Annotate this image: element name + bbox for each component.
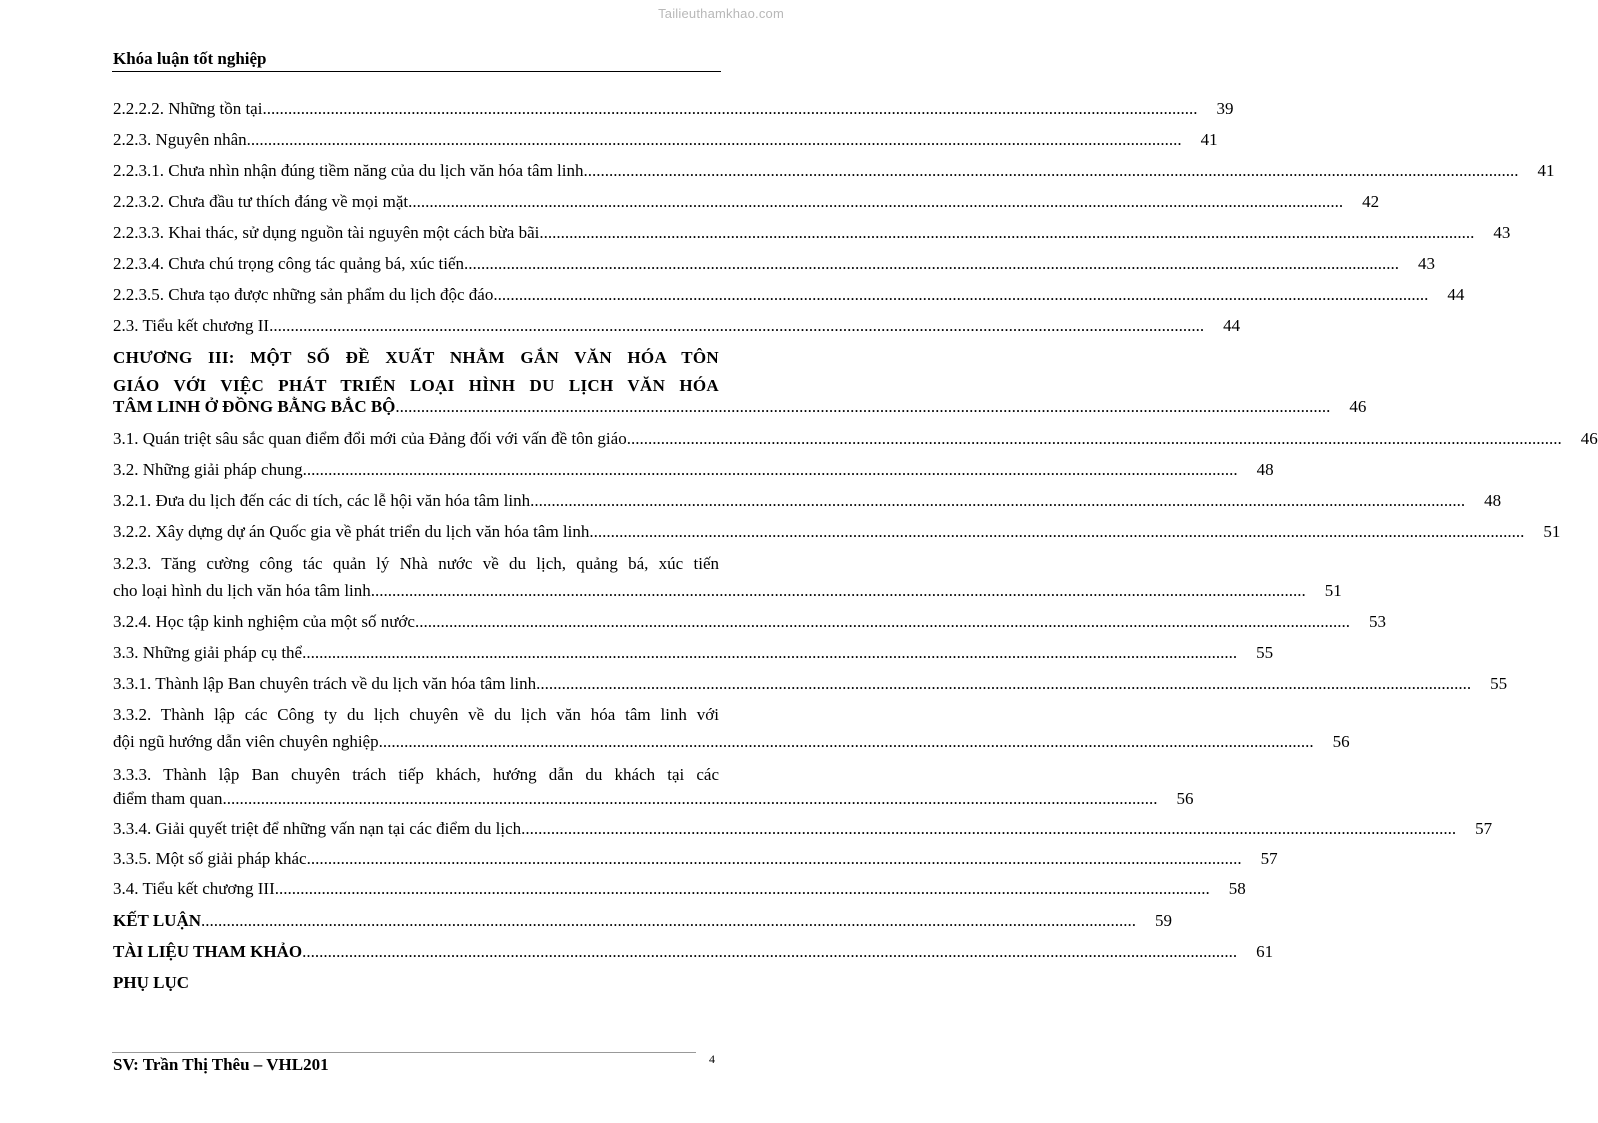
dot-leader: ............................................................................................................................................................................................................................	[583, 161, 1519, 180]
toc-entry-page: 55	[1490, 674, 1508, 693]
dot-leader: ............................................................................................................................................................................................................................	[302, 942, 1238, 961]
toc-entry-page: 51	[1324, 581, 1342, 600]
toc-entry	[113, 729, 1350, 755]
toc-entry-page: 48	[1256, 460, 1274, 479]
toc-entry-title: PHỤ LỤC	[113, 973, 190, 992]
toc-entry-page: 44	[1447, 285, 1465, 304]
toc-entry-chapter	[113, 394, 1367, 420]
toc-entry-title: KẾT LUẬN	[113, 911, 202, 930]
dot-leader: ............................................................................................................................................................................................................................	[493, 285, 1429, 304]
toc-entry	[113, 220, 1511, 246]
toc-entry-title: 3.1. Quán triệt sâu sắc quan điểm đổi mới của Đảng đối với vấn đề tôn giáo	[113, 429, 627, 448]
toc-entry	[113, 189, 1380, 215]
toc-entry-title: TÂM LINH Ở ĐỒNG BẰNG BẮC BỘ	[113, 397, 396, 416]
toc-entry	[113, 457, 1274, 483]
toc-entry-title: 3.4. Tiểu kết chương III	[113, 879, 275, 898]
dot-leader: ............................................................................................................................................................................................................................	[395, 397, 1331, 416]
dot-leader: ............................................................................................................................................................................................................................	[246, 130, 1182, 149]
toc-entry	[113, 816, 1493, 842]
dot-leader: ............................................................................................................................................................................................................................	[274, 879, 1210, 898]
dot-leader: ............................................................................................................................................................................................................................	[222, 789, 1158, 808]
toc-entry-page: 46	[1349, 397, 1367, 416]
toc-entry-page: 56	[1176, 789, 1194, 808]
toc-entry-title-continued: 3.3.3. Thành lập Ban chuyên trách tiếp khách, hướng dẫn du khách tại các	[113, 765, 719, 784]
toc-entry	[113, 251, 1436, 277]
dot-leader: ............................................................................................................................................................................................................................	[539, 223, 1475, 242]
toc-entry-title: 3.3.5. Một số giải pháp khác	[113, 849, 307, 868]
toc-entry-title: 2.3. Tiểu kết chương II	[113, 316, 270, 335]
toc-entry	[113, 846, 1278, 872]
dot-leader: ............................................................................................................................................................................................................................	[589, 522, 1525, 541]
toc-entry	[113, 519, 1561, 545]
toc-entry	[113, 426, 1598, 452]
dot-leader: ............................................................................................................................................................................................................................	[521, 819, 1457, 838]
chapter-heading-line: CHƯƠNG III: MỘT SỐ ĐỀ XUẤT NHẰM GẮN VĂN HÓA TÔN	[113, 348, 719, 367]
toc-entry	[113, 158, 1555, 184]
toc-entry-page: 56	[1332, 732, 1350, 751]
toc-entry-title: 2.2.3.5. Chưa tạo được những sản phẩm du lịch độc đáo	[113, 285, 494, 304]
dot-leader: ............................................................................................................................................................................................................................	[414, 612, 1350, 631]
toc-entry-title: 3.2. Những giải pháp chung	[113, 460, 303, 479]
page-number: 4	[709, 1052, 715, 1066]
toc-entry-title: 2.2.3.3. Khai thác, sử dụng nguồn tài nguyên một cách bừa bãi	[113, 223, 540, 242]
toc-entry-title: 3.2.2. Xây dựng dự án Quốc gia về phát triển du lịch văn hóa tâm linh	[113, 522, 590, 541]
toc-entry-page: 57	[1475, 819, 1493, 838]
watermark: Tailieuthamkhao.com	[658, 6, 784, 21]
toc-entry-page: 43	[1418, 254, 1436, 273]
toc-entry-title: 2.2.3. Nguyên nhân	[113, 130, 247, 149]
dot-leader: ............................................................................................................................................................................................................................	[306, 849, 1242, 868]
dot-leader: ............................................................................................................................................................................................................................	[201, 911, 1137, 930]
toc-entry-title: 3.2.1. Đưa du lịch đến các di tích, các lễ hội văn hóa tâm linh	[113, 491, 531, 510]
toc-entry-page: 41	[1537, 161, 1555, 180]
dot-leader: ............................................................................................................................................................................................................................	[302, 643, 1238, 662]
toc-entry-page: 51	[1543, 522, 1561, 541]
toc-entry-page: 46	[1580, 429, 1598, 448]
toc-entry-title: 3.3.4. Giải quyết triệt để những vấn nạn tại các điểm du lịch	[113, 819, 522, 838]
dot-leader: ............................................................................................................................................................................................................................	[464, 254, 1400, 273]
dot-leader: ............................................................................................................................................................................................................................	[626, 429, 1562, 448]
toc-entry-title: 2.2.3.4. Chưa chú trọng công tác quảng bá, xúc tiến	[113, 254, 465, 273]
dot-leader: ............................................................................................................................................................................................................................	[262, 99, 1198, 118]
document-header-title: Khóa luận tốt nghiệp	[113, 49, 267, 68]
footer-divider	[112, 1052, 696, 1053]
dot-leader: ............................................................................................................................................................................................................................	[536, 674, 1472, 693]
toc-entry-references	[113, 939, 1274, 965]
toc-entry-page: 55	[1256, 643, 1274, 662]
toc-entry-title: 2.2.3.2. Chưa đầu tư thích đáng về mọi mặt	[113, 192, 409, 211]
toc-entry-appendix	[113, 970, 719, 996]
toc-entry-title-continued: 3.2.3. Tăng cường công tác quản lý Nhà nước về du lịch, quảng bá, xúc tiến	[113, 554, 719, 573]
dot-leader: ............................................................................................................................................................................................................................	[370, 581, 1306, 600]
toc-entry-title: 3.2.4. Học tập kinh nghiệm của một số nước	[113, 612, 415, 631]
toc-entry-page: 43	[1493, 223, 1511, 242]
toc-entry	[113, 671, 1508, 697]
toc-entry	[113, 96, 1234, 122]
toc-entry-page: 58	[1228, 879, 1246, 898]
toc-entry-title: điểm tham quan	[113, 789, 223, 808]
toc-entry-title: cho loại hình du lịch văn hóa tâm linh	[113, 581, 371, 600]
toc-entry-page: 44	[1223, 316, 1241, 335]
toc-entry-page: 39	[1216, 99, 1234, 118]
toc-entry-page: 41	[1200, 130, 1218, 149]
dot-leader: ............................................................................................................................................................................................................................	[302, 460, 1238, 479]
toc-entry-page: 57	[1260, 849, 1278, 868]
toc-entry-page: 61	[1256, 942, 1274, 961]
toc-entry	[113, 282, 1465, 308]
toc-entry-title: TÀI LIỆU THAM KHẢO	[113, 942, 303, 961]
header-divider	[112, 71, 721, 72]
dot-leader: ............................................................................................................................................................................................................................	[378, 732, 1314, 751]
toc-entry	[113, 640, 1274, 666]
dot-leader: ............................................................................................................................................................................................................................	[269, 316, 1205, 335]
toc-entry-title: 2.2.2.2. Những tồn tại	[113, 99, 263, 118]
footer-author: SV: Trần Thị Thêu – VHL201	[113, 1055, 329, 1074]
toc-entry-title: 3.3.1. Thành lập Ban chuyên trách về du lịch văn hóa tâm linh	[113, 674, 537, 693]
toc-entry	[113, 609, 1386, 635]
chapter-heading-line: GIÁO VỚI VIỆC PHÁT TRIỂN LOẠI HÌNH DU LỊCH VĂN HÓA	[113, 376, 719, 395]
toc-entry-conclusion	[113, 908, 1173, 934]
toc-entry-title: 2.2.3.1. Chưa nhìn nhận đúng tiềm năng của du lịch văn hóa tâm linh	[113, 161, 584, 180]
dot-leader: ............................................................................................................................................................................................................................	[530, 491, 1466, 510]
toc-entry	[113, 488, 1502, 514]
toc-entry-title-continued: 3.3.2. Thành lập các Công ty du lịch chuyên về du lịch văn hóa tâm linh với	[113, 705, 719, 724]
toc-entry	[113, 127, 1218, 153]
toc-entry	[113, 876, 1246, 902]
toc-entry	[113, 786, 1194, 812]
toc-entry-page: 59	[1155, 911, 1173, 930]
dot-leader: ............................................................................................................................................................................................................................	[408, 192, 1344, 211]
toc-entry-page: 42	[1362, 192, 1380, 211]
toc-entry	[113, 578, 1342, 604]
toc-entry-page: 53	[1368, 612, 1386, 631]
toc-entry-title: đội ngũ hướng dẫn viên chuyên nghiệp	[113, 732, 379, 751]
toc-entry-title: 3.3. Những giải pháp cụ thể	[113, 643, 303, 662]
toc-entry-page: 48	[1484, 491, 1502, 510]
toc-entry	[113, 313, 1241, 339]
